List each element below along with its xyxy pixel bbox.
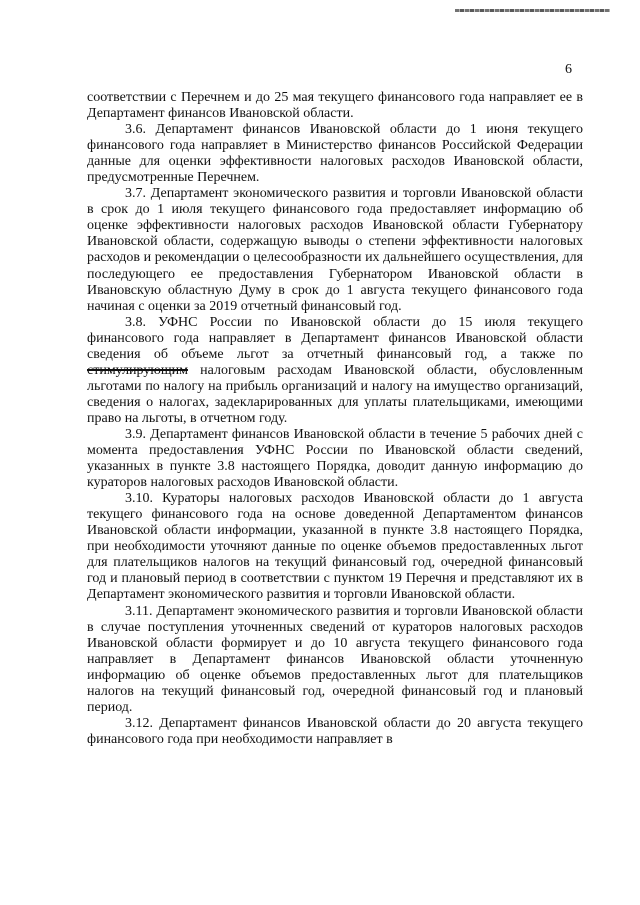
struck-word: стимулирующим (87, 362, 188, 378)
document-body (87, 90, 583, 748)
paragraph-3-7: 3.7. Департамент экономического развития и торговли Ивановской области в срок до 1 июля текущего финансового года предоставляет информацию об оценке эффективности налоговых расходов Ивановской области Губернатору Ивановской области, содержащую выводы о степени эффективности налоговых расходов и рекомендации о целесообразности их дальнейшего осуществления, для последующего ее предоставления Губернатором Ивановской области в Ивановскую областную Думу в срок до 1 августа текущего финансового года начиная с оценки за 2019 отчетный финансовый год. (87, 186, 583, 314)
paragraph-continuation: соответствии с Перечнем и до 25 мая текущего финансового года направляет ее в Департамент финансов Ивановской области. (87, 90, 583, 122)
paragraph-3-8-text-end: налоговым расходам Ивановской области, обусловленным льготами по налогу на прибыль организаций и налогу на имущество организаций, сведения о налогах, задекларированных для уплаты плательщиками, имеющими право на льготы, в отчетном году. (87, 362, 583, 426)
paragraph-3-9: 3.9. Департамент финансов Ивановской области в течение 5 рабочих дней с момента предоставления УФНС России по Ивановской области сведений, указанных в пункте 3.8 настоящего Порядка, доводит данную информацию до кураторов налоговых расходов Ивановской области. (87, 426, 583, 491)
paragraph-3-10: 3.10. Кураторы налоговых расходов Ивановской области до 1 августа текущего финансового года на основе доведенной Департаментом финансов Ивановской области информации, указанной в пункте 3.8 настоящего Порядка, при необходимости уточняют данные по оценке объемов предоставленных льгот для плательщиков налогов на текущий финансовый год, очередной финансовый год и плановый период в соответствии с пунктом 19 Перечня и представляют их в Департамент экономического развития и торговли Ивановской области. (87, 491, 583, 603)
scan-artifact-mark (455, 9, 610, 12)
paragraph-3-8 (87, 315, 583, 427)
paragraph-3-11: 3.11. Департамент экономического развития и торговли Ивановской области в случае поступления уточненных сведений от кураторов налоговых расходов Ивановской области формирует и до 10 августа текущего финансового года направляет в Департамент финансов Ивановской области уточненную информацию об оценке объемов предоставленных льгот для плательщиков налогов на текущий финансовый год, очередной финансовый год и плановый период. (87, 603, 583, 715)
page-number: 6 (565, 62, 572, 77)
paragraph-3-6: 3.6. Департамент финансов Ивановской области до 1 июня текущего финансового года направляет в Министерство финансов Российской Федерации данные для оценки эффективности налоговых расходов Ивановской области, предусмотренные Перечнем. (87, 122, 583, 186)
paragraph-3-12: 3.12. Департамент финансов Ивановской области до 20 августа текущего финансового года при необходимости направляет в (87, 715, 583, 747)
paragraph-3-8-text-start: 3.8. УФНС России по Ивановской области до 15 июля текущего финансового года направляет в Департамент финансов Ивановской области сведения об объеме льгот за отчетный финансовый год, а также по (87, 314, 583, 362)
